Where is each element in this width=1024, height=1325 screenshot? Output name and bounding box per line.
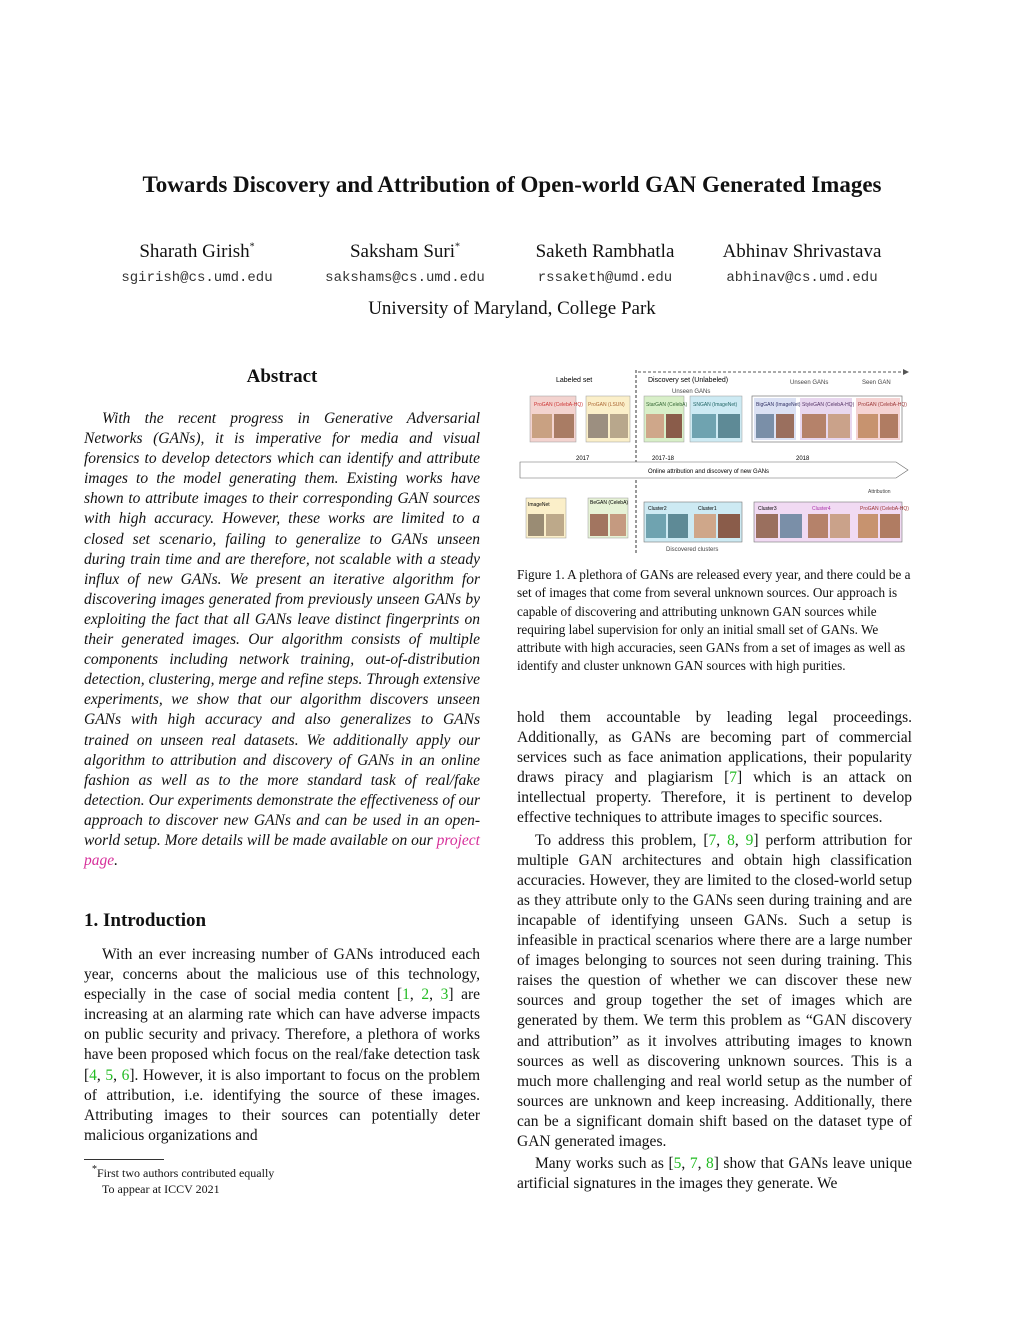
citation-sep: , [716,831,728,849]
citation-link[interactable]: 6 [121,1066,130,1084]
citation-sep: , [96,1066,106,1084]
box-label: Cluster4 [812,506,831,512]
citation-link[interactable]: 5 [105,1066,114,1084]
box-label: ProGAN (CelebA-HQ) [858,402,907,408]
intro-text: With an ever increasing number of GANs introduced each year, concerns about the malicious use of this technology, especially in the case of social media content [ [84,946,480,1004]
figure-caption: Figure 1. A plethora of GANs are released every year, and there could be a set of images that come from several unknown sources. Our approach is capable of discovering and attributing unknown GAN sources while requiring label supervision for only an initial small set of GANs. We attribute with high accuracies, seen GANs from a set of images as well as identify and cluster unknown GAN sources with high purities. [517,567,911,674]
paper-title: Towards Discovery and Attribution of Open-world GAN Generated Images [142,172,882,197]
citation-sep: , [697,1155,706,1173]
body-text: hold them accountable by leading legal proceedings. Additionally, as GANs are becoming part of commercial services such as face animation applications, their popularity draws piracy and plagiarism [ [517,709,912,787]
footnote-equal-contribution: First two authors contributed equally [97,1166,275,1180]
year-label: 2017-18 [652,456,675,462]
intro-text: ]. However, it is also important to focus on the problem of attribution, i.e. identifying the source of these images. Attributing images to their sources can potentially deter malicious organizations and [84,1066,481,1144]
author-1 [112,241,282,263]
box-label: ProGAN (CelebA-HQ) [534,402,583,408]
author-name: Saketh Rambhatla [535,241,675,262]
unseen-gans-label: Unseen GANs [672,389,711,395]
discovered-clusters-label: Discovered clusters [666,547,719,553]
box-label: ProGAN (LSUN) [588,402,625,408]
box-label: SNGAN (ImageNet) [693,402,738,408]
body-text: To address this problem, [ [535,831,709,849]
citation-link[interactable]: 5 [673,1155,682,1173]
equal-contribution-mark: * [455,241,461,253]
author-email[interactable]: abhinav@cs.umd.edu [726,270,878,286]
attribution-label: Attribution [868,489,891,495]
citation-sep: , [734,831,746,849]
intro-text: ] are increasing at an alarming rate which can have adverse impacts on public security and privacy. Therefore, a plethora of works have been proposed which focus on the real/fake detection task [ [84,986,481,1084]
author-email[interactable]: sgirish@cs.umd.edu [121,270,273,286]
abstract-body [84,409,480,871]
labeled-set-label: Labeled set [556,377,593,384]
citation-link[interactable]: 7 [689,1155,698,1173]
body-text: ] perform attribution for multiple GAN architectures and obtain high classification accuracies. However, they are limited to the closed-world setup as they attribute only to the GANs seen during training and are incapable of identifying unseen GANs. Such a setup is infeasible in practical scenarios where there are a large number of images belonging to sources not seen during training. This raises the question of whether we can discover these new sources and group together the set of images which are generated by them. We term this problem as “GAN discovery and attribution” as it involves attributing images to known sources as well as discovering unknown sources. This is a much more challenging and real world setup as the number of sources are unknown and keep increasing. Additionally, there can be a significant domain shift based on the dataset type of GAN generated images. [517,831,912,1150]
box-label: BigGAN (ImageNet) [756,402,801,408]
citation-link[interactable]: 8 [705,1155,714,1173]
unseen-gans-label-2: Unseen GANs [790,380,829,386]
box-label: BeGAN (CelebA) [590,500,629,506]
citation-sep: , [429,986,441,1004]
author-name: Sharath Girish [139,241,250,262]
equal-contribution-mark: * [249,241,255,253]
citation-link[interactable]: 7 [708,831,717,849]
right-column-body [517,708,912,1194]
box-label: ImageNet [528,502,550,508]
box-label: StyleGAN (CelebA-HQ) [802,402,855,408]
citation-link[interactable]: 7 [729,769,738,787]
citation-link[interactable]: 1 [402,986,410,1004]
body-text: ] which is an attack on intellectual property. Therefore, it is pertinent to develop effective techniques to attribute images to specific sources. [517,769,912,827]
abstract-heading: Abstract [246,366,318,387]
box-label: Cluster1 [698,506,717,512]
year-label: 2017 [576,456,590,462]
discovery-set-label: Discovery set (Unlabeled) [648,377,729,384]
author-2 [320,241,490,263]
figure-1 [516,368,912,556]
author-email[interactable]: sakshams@cs.umd.edu [325,270,485,286]
introduction-heading: 1. Introduction [84,910,207,931]
cluster-sample-images [528,514,900,538]
timeline-label: Online attribution and discovery of new GANs [648,469,770,475]
citation-sep: , [113,1066,122,1084]
body-text: Many works such as [ [535,1155,674,1173]
seen-gan-label: Seen GAN [862,380,891,386]
affiliation: University of Maryland, College Park [368,298,656,319]
box-label: ProGAN (CelebA-HQ) [860,506,909,512]
box-label: Cluster2 [648,506,667,512]
abstract-text: With the recent progress in Generative Adversarial Networks (GANs), it is imperative for media and visual forensics to develop detectors which can identify and attribute images to the model generating them. Existing works have shown to attribute images to their corresponding GAN sources with high accuracy. However, these works are limited to a closed set scenario, failing to generalize to GANs unseen during train time and are therefore, not scalable with a steady influx of new GANs. We present an iterative algorithm for discovering images generated from previously unseen GANs by exploiting the fact that all GANs leave distinct fingerprints on their generated images. Our algorithm consists of multiple components including network training, out-of-distribution detection, clustering, merge and refine steps. Through extensive experiments, we show that our algorithm discovers unseen GANs with high accuracy and also generalizes to GANs trained on unseen real datasets. We additionally apply our algorithm to attribution and discovery of GANs in an online fashion as well as to the more standard task of real/fake detection. Our experiments demonstrate the effectiveness of our approach to discover new GANs and can be used in an open-world setup. More details will be made available on our [84,410,480,849]
author-4 [712,241,892,263]
box-label: StarGAN (CelebA) [646,402,688,408]
box-label: Cluster3 [758,506,777,512]
author-email[interactable]: rssaketh@umd.edu [537,270,673,286]
footnote-rule [84,1159,164,1160]
introduction-body [84,945,480,1146]
author-3 [520,241,690,263]
author-name: Abhinav Shrivastava [722,241,882,262]
citation-sep: , [681,1155,690,1173]
footnote-mark: * [92,1164,97,1175]
author-name: Saksham Suri [349,241,456,262]
citation-sep: , [409,986,422,1004]
footnotes [92,1162,274,1197]
citation-link[interactable]: 4 [89,1066,97,1084]
footnote-venue: To appear at ICCV 2021 [102,1182,220,1196]
citation-link[interactable]: 9 [745,831,754,849]
year-label: 2018 [796,456,810,462]
body-text: ] show that GANs leave unique artificial signatures in the images they generate. We [517,1155,912,1193]
citation-link[interactable]: 3 [440,986,449,1004]
citation-link[interactable]: 2 [421,986,430,1004]
citation-link[interactable]: 8 [727,831,735,849]
project-page-link[interactable]: project page [84,831,480,870]
abstract-period: . [114,852,119,870]
